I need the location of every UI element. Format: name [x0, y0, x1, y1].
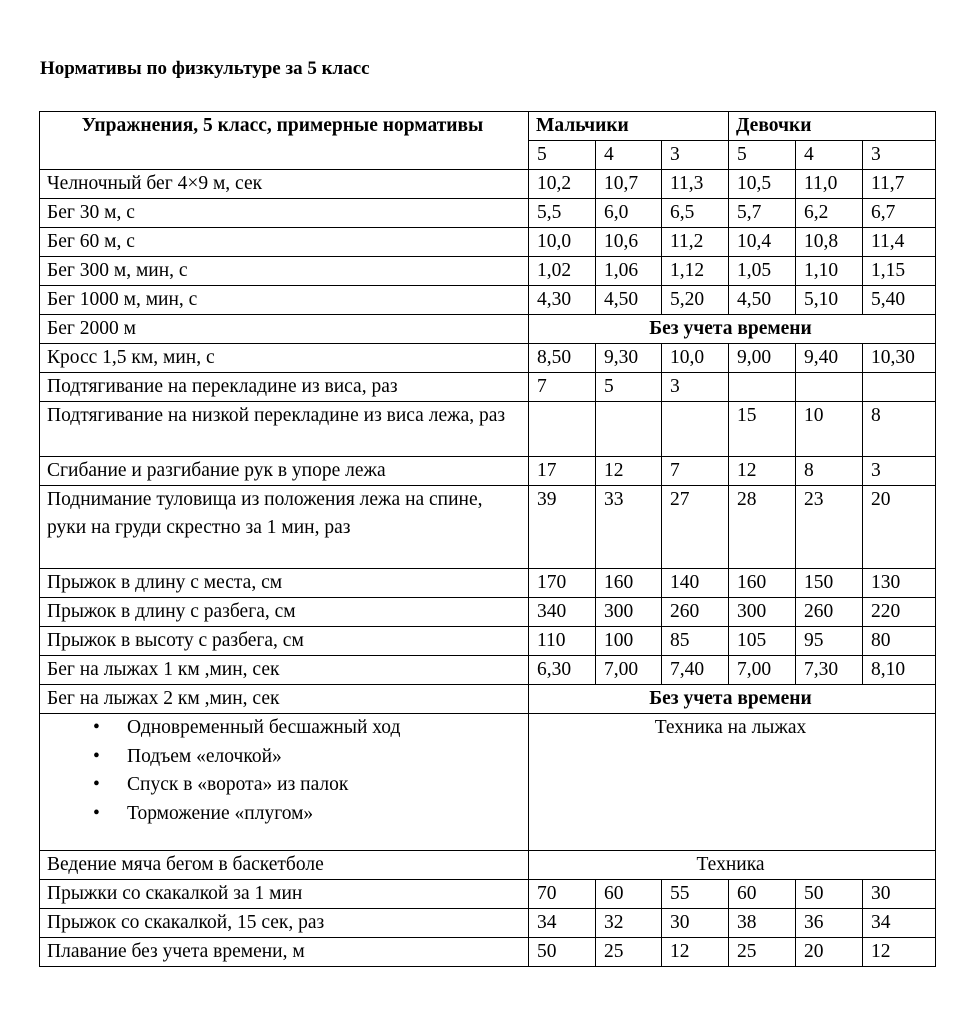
value-cell: 340: [529, 598, 596, 627]
value-cell: 7,30: [796, 656, 863, 685]
value-cell: 1,10: [796, 257, 863, 286]
value-cell: 30: [662, 909, 729, 938]
value-cell: 11,0: [796, 170, 863, 199]
table-row: [40, 627, 936, 656]
value-cell: 7,40: [662, 656, 729, 685]
value-cell: 39: [529, 486, 596, 569]
value-cell: [662, 402, 729, 457]
value-cell: 30: [863, 880, 936, 909]
value-cell: 7,00: [596, 656, 662, 685]
table-row: [40, 598, 936, 627]
table-row: [40, 257, 936, 286]
value-cell: 95: [796, 627, 863, 656]
value-cell: 7: [529, 373, 596, 402]
value-cell: 6,0: [596, 199, 662, 228]
value-cell: 10,0: [662, 344, 729, 373]
value-cell: 1,06: [596, 257, 662, 286]
grade-cell: 3: [863, 141, 936, 170]
merged-value-cell: Без учета времени: [529, 685, 936, 714]
value-cell: 50: [529, 938, 596, 967]
value-cell: 10,5: [729, 170, 796, 199]
value-cell: 25: [596, 938, 662, 967]
value-cell: 100: [596, 627, 662, 656]
value-cell: 150: [796, 569, 863, 598]
value-cell: 32: [596, 909, 662, 938]
value-cell: 6,5: [662, 199, 729, 228]
value-cell: 1,12: [662, 257, 729, 286]
value-cell: 8: [863, 402, 936, 457]
value-cell: 12: [729, 457, 796, 486]
grade-cell: 3: [662, 141, 729, 170]
value-cell: 5,20: [662, 286, 729, 315]
table-row: [40, 170, 936, 199]
value-cell: 1,05: [729, 257, 796, 286]
value-cell: 55: [662, 880, 729, 909]
table-row: [40, 286, 936, 315]
value-cell: 300: [729, 598, 796, 627]
value-cell: 33: [596, 486, 662, 569]
value-cell: 36: [796, 909, 863, 938]
merged-value-cell: Техника: [529, 851, 936, 880]
value-cell: [863, 373, 936, 402]
value-cell: 11,3: [662, 170, 729, 199]
value-cell: 25: [729, 938, 796, 967]
value-cell: 160: [596, 569, 662, 598]
value-cell: 110: [529, 627, 596, 656]
value-cell: 5: [596, 373, 662, 402]
value-cell: 1,02: [529, 257, 596, 286]
exercise-name: Подтягивание на перекладине из виса, раз: [40, 373, 529, 402]
value-cell: 140: [662, 569, 729, 598]
table-row: [40, 486, 936, 569]
value-cell: 6,30: [529, 656, 596, 685]
value-cell: 27: [662, 486, 729, 569]
merged-value-cell: Без учета времени: [529, 315, 936, 344]
value-cell: 6,7: [863, 199, 936, 228]
value-cell: 12: [662, 938, 729, 967]
exercise-name: Бег 2000 м: [40, 315, 529, 344]
table-row: [40, 909, 936, 938]
value-cell: 5,10: [796, 286, 863, 315]
exercise-name: Прыжок в длину с разбега, см: [40, 598, 529, 627]
exercise-name: Поднимание туловища из положения лежа на спине, руки на груди скрестно за 1 мин, раз: [40, 486, 529, 569]
merged-value-cell: Техника на лыжах: [529, 714, 936, 851]
table-row: [40, 880, 936, 909]
value-cell: 9,00: [729, 344, 796, 373]
value-cell: 9,40: [796, 344, 863, 373]
value-cell: 60: [596, 880, 662, 909]
value-cell: 15: [729, 402, 796, 457]
technique-list: [47, 714, 518, 828]
value-cell: 4,30: [529, 286, 596, 315]
exercise-name: Подтягивание на низкой перекладине из виса лежа, раз: [40, 402, 529, 457]
value-cell: 10,2: [529, 170, 596, 199]
exercise-name: Прыжок в длину с места, см: [40, 569, 529, 598]
exercise-name: Бег на лыжах 2 км ,мин, сек: [40, 685, 529, 714]
grade-cell: 5: [729, 141, 796, 170]
value-cell: 12: [596, 457, 662, 486]
table-row: [40, 228, 936, 257]
table-row: [40, 656, 936, 685]
value-cell: [729, 373, 796, 402]
value-cell: 38: [729, 909, 796, 938]
exercise-name: Сгибание и разгибание рук в упоре лежа: [40, 457, 529, 486]
table-row: [40, 402, 936, 457]
technique-item: • Спуск в «ворота» из палок: [127, 771, 518, 800]
table-row: [40, 851, 936, 880]
value-cell: 80: [863, 627, 936, 656]
value-cell: 3: [662, 373, 729, 402]
exercise-name: Бег 30 м, с: [40, 199, 529, 228]
value-cell: 10,7: [596, 170, 662, 199]
grade-cell: 5: [529, 141, 596, 170]
exercise-name: [40, 714, 529, 851]
value-cell: 160: [729, 569, 796, 598]
value-cell: 1,15: [863, 257, 936, 286]
table-row: [40, 457, 936, 486]
value-cell: 5,5: [529, 199, 596, 228]
value-cell: 5,7: [729, 199, 796, 228]
table-row: [40, 569, 936, 598]
exercise-name: Бег на лыжах 1 км ,мин, сек: [40, 656, 529, 685]
value-cell: 260: [796, 598, 863, 627]
value-cell: 4,50: [729, 286, 796, 315]
value-cell: 5,40: [863, 286, 936, 315]
value-cell: 300: [596, 598, 662, 627]
exercise-name: Бег 60 м, с: [40, 228, 529, 257]
table-row: [40, 344, 936, 373]
value-cell: 34: [863, 909, 936, 938]
value-cell: 10,8: [796, 228, 863, 257]
value-cell: 10: [796, 402, 863, 457]
value-cell: 70: [529, 880, 596, 909]
value-cell: 10,0: [529, 228, 596, 257]
table-row: [40, 373, 936, 402]
value-cell: 4,50: [596, 286, 662, 315]
exercise-name: Кросс 1,5 км, мин, с: [40, 344, 529, 373]
value-cell: [596, 402, 662, 457]
value-cell: 60: [729, 880, 796, 909]
table-row: [40, 315, 936, 344]
value-cell: 3: [863, 457, 936, 486]
value-cell: 170: [529, 569, 596, 598]
table-row: [40, 199, 936, 228]
value-cell: 50: [796, 880, 863, 909]
exercise-name: Прыжок со скакалкой, 15 сек, раз: [40, 909, 529, 938]
value-cell: 17: [529, 457, 596, 486]
value-cell: 12: [863, 938, 936, 967]
technique-item: • Торможение «плугом»: [127, 800, 518, 829]
value-cell: 34: [529, 909, 596, 938]
exercise-name: Плавание без учета времени, м: [40, 938, 529, 967]
value-cell: 130: [863, 569, 936, 598]
value-cell: 10,4: [729, 228, 796, 257]
boys-header: Мальчики: [529, 112, 729, 141]
exercise-header: Упражнения, 5 класс, примерные нормативы: [40, 112, 529, 170]
grade-cell: 4: [796, 141, 863, 170]
value-cell: 85: [662, 627, 729, 656]
value-cell: 260: [662, 598, 729, 627]
value-cell: [796, 373, 863, 402]
page-title: Нормативы по физкультуре за 5 класс: [40, 58, 370, 79]
value-cell: 7,00: [729, 656, 796, 685]
header-row: [40, 112, 936, 141]
value-cell: [529, 402, 596, 457]
grade-cell: 4: [596, 141, 662, 170]
value-cell: 8: [796, 457, 863, 486]
girls-header: Девочки: [729, 112, 936, 141]
table-row: [40, 938, 936, 967]
value-cell: 20: [863, 486, 936, 569]
table-row: [40, 714, 936, 851]
exercise-name: Бег 300 м, мин, с: [40, 257, 529, 286]
value-cell: 9,30: [596, 344, 662, 373]
value-cell: 20: [796, 938, 863, 967]
value-cell: 6,2: [796, 199, 863, 228]
table-row: [40, 685, 936, 714]
exercise-name: Ведение мяча бегом в баскетболе: [40, 851, 529, 880]
value-cell: 28: [729, 486, 796, 569]
value-cell: 7: [662, 457, 729, 486]
technique-item: • Подъем «елочкой»: [127, 743, 518, 772]
exercise-name: Бег 1000 м, мин, с: [40, 286, 529, 315]
value-cell: 105: [729, 627, 796, 656]
exercise-name: Челночный бег 4×9 м, сек: [40, 170, 529, 199]
exercise-name: Прыжки со скакалкой за 1 мин: [40, 880, 529, 909]
value-cell: 220: [863, 598, 936, 627]
value-cell: 11,2: [662, 228, 729, 257]
value-cell: 8,10: [863, 656, 936, 685]
technique-item: • Одновременный бесшажный ход: [127, 714, 518, 743]
value-cell: 8,50: [529, 344, 596, 373]
value-cell: 23: [796, 486, 863, 569]
value-cell: 11,7: [863, 170, 936, 199]
value-cell: 10,6: [596, 228, 662, 257]
value-cell: 10,30: [863, 344, 936, 373]
norms-table: [39, 111, 936, 967]
exercise-name: Прыжок в высоту с разбега, см: [40, 627, 529, 656]
value-cell: 11,4: [863, 228, 936, 257]
